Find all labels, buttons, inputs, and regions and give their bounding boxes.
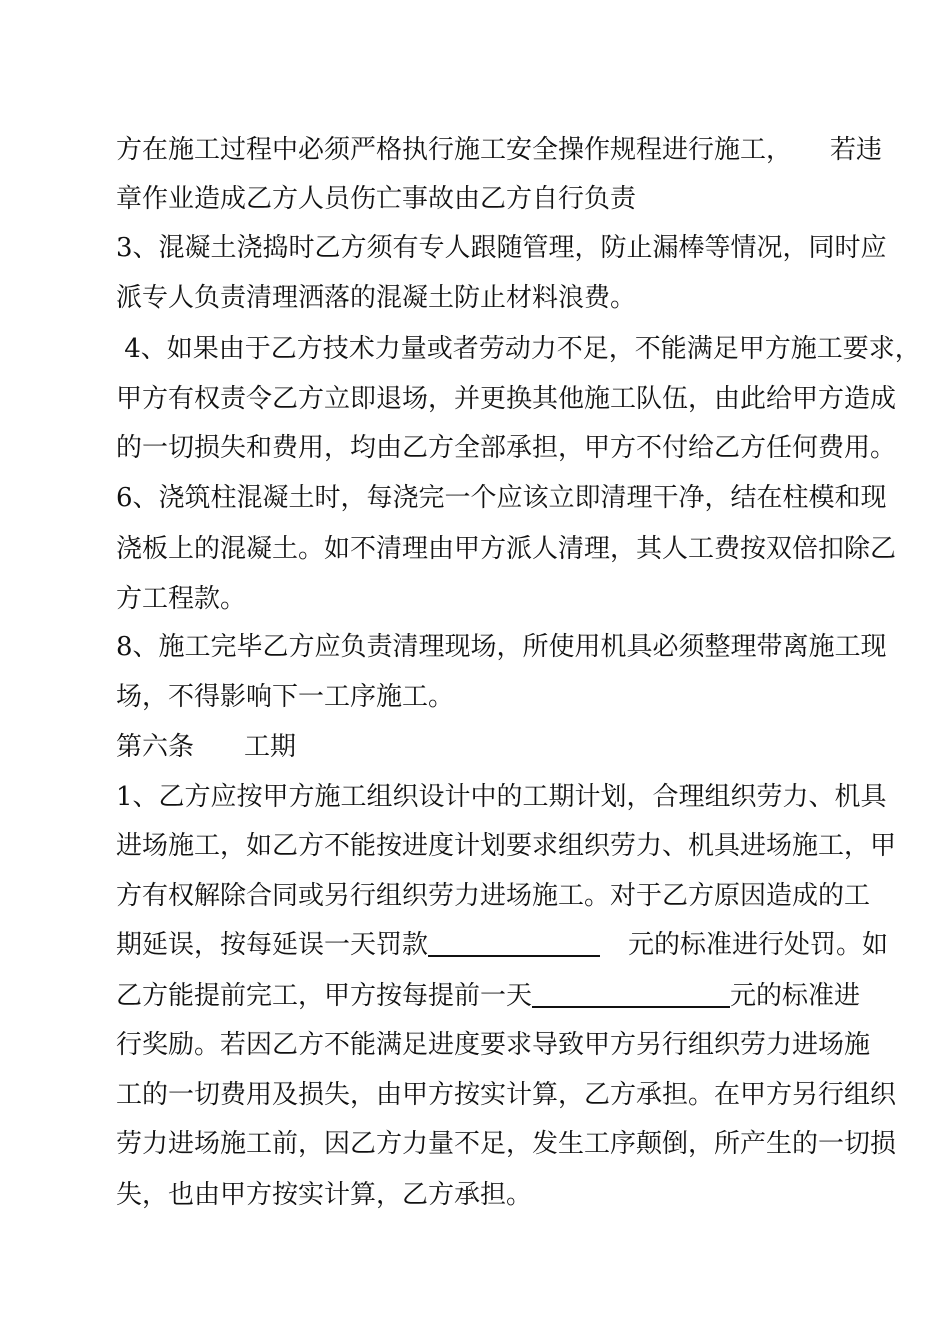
paragraph-line: 派专人负责清理洒落的混凝土防止材料浪费。 (116, 283, 637, 313)
text-segment: 若违 (830, 135, 883, 165)
paragraph-line (116, 133, 882, 167)
paragraph-line: 6、浇筑柱混凝土时，每浇完一个应该立即清理干净，结在柱模和现 (116, 483, 887, 513)
paragraph-line: 场，不得影响下一工序施工。 (116, 682, 455, 712)
text-segment: 期延误，按每延误一天罚款 (116, 930, 429, 960)
paragraph-line: 4、如果由于乙方技术力量或者劳动力不足，不能满足甲方施工要求， (116, 334, 921, 364)
paragraph-line: 劳力进场施工前，因乙方力量不足，发生工序颠倒，所产生的一切损 (116, 1129, 897, 1159)
paragraph-line: 行奖励。若因乙方不能满足进度要求导致甲方另行组织劳力进场施 (116, 1030, 871, 1060)
paragraph-line: 1、乙方应按甲方施工组织设计中的工期计划，合理组织劳力、机具 (116, 782, 887, 812)
paragraph-line: 工的一切费用及损失，由甲方按实计算，乙方承担。在甲方另行组织 (116, 1080, 897, 1110)
paragraph-line: 方工程款。 (116, 584, 247, 614)
paragraph-line: 8、施工完毕乙方应负责清理现场，所使用机具必须整理带离施工现 (116, 632, 887, 662)
fill-in-blank (532, 982, 730, 1008)
fill-in-blank (428, 931, 600, 957)
paragraph-line: 的一切损失和费用，均由乙方全部承担，甲方不付给乙方任何费用。 (116, 433, 897, 463)
paragraph-line: 甲方有权责令乙方立即退场，并更换其他施工队伍，由此给甲方造成 (116, 384, 897, 414)
article-title: 工期 (244, 732, 297, 762)
paragraph-line: 浇板上的混凝土。如不清理由甲方派人清理，其人工费按双倍扣除乙 (116, 534, 897, 564)
paragraph-line: 进场施工，如乙方不能按进度计划要求组织劳力、机具进场施工，甲 (116, 831, 897, 861)
paragraph-line: 章作业造成乙方人员伤亡事故由乙方自行负责 (116, 184, 637, 214)
text-segment: 方在施工过程中必须严格执行施工安全操作规程进行施工， (116, 135, 793, 165)
paragraph-line: 方有权解除合同或另行组织劳力进场施工。对于乙方原因造成的工 (116, 881, 871, 911)
text-segment: 元的标准进行处罚。如 (628, 930, 889, 960)
text-segment: 乙方能提前完工，甲方按每提前一天 (116, 981, 533, 1011)
paragraph-line: 失，也由甲方按实计算，乙方承担。 (116, 1180, 533, 1210)
text-segment: 元的标准进 (730, 981, 861, 1011)
paragraph-line (116, 928, 888, 962)
paragraph-line: 3、混凝土浇捣时乙方须有专人跟随管理，防止漏棒等情况，同时应 (116, 233, 887, 263)
paragraph-line (116, 979, 860, 1013)
section-heading (116, 730, 296, 764)
article-number: 第六条 (116, 732, 195, 762)
